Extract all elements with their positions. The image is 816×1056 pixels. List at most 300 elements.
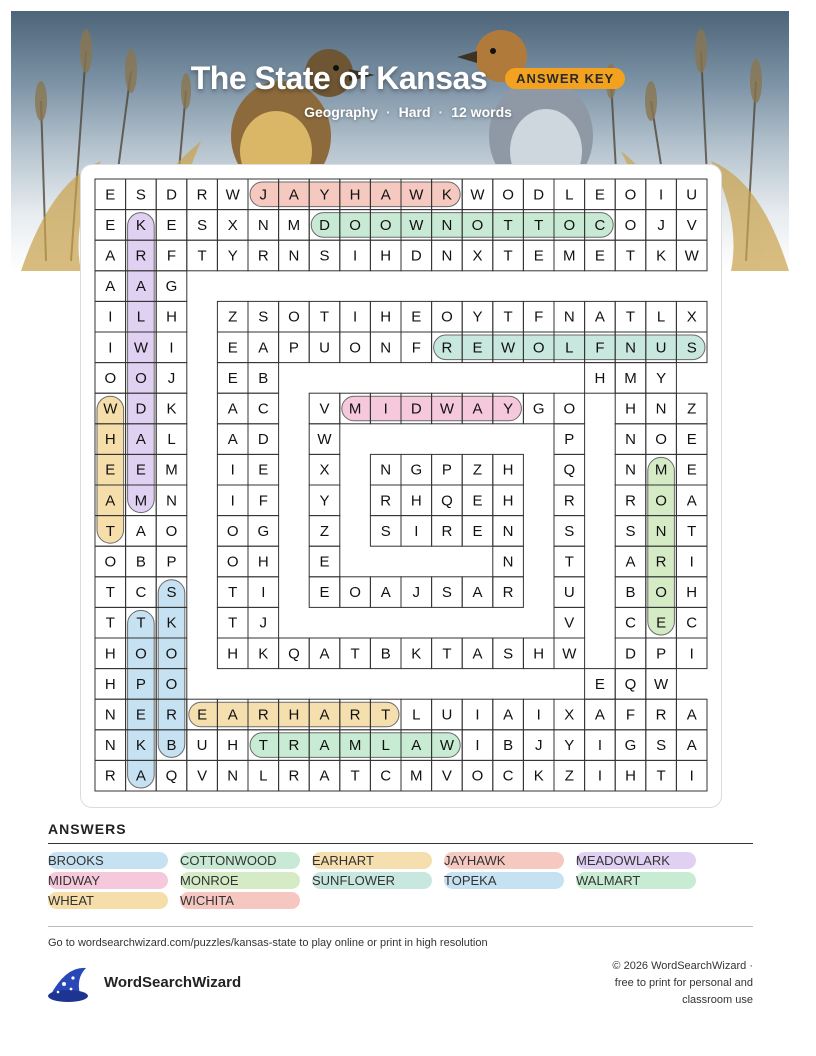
grid-letter: A	[594, 706, 605, 724]
grid-letter: M	[654, 461, 668, 479]
answer-word	[48, 852, 168, 869]
grid-letter: Q	[288, 645, 300, 663]
grid-letter: G	[532, 400, 545, 418]
grid-letter: E	[166, 216, 177, 234]
grid-letter: J	[259, 614, 268, 632]
grid-letter: Q	[441, 492, 453, 510]
grid-letter: S	[319, 247, 330, 265]
grid-letter: H	[594, 369, 606, 387]
grid-letter: E	[227, 369, 238, 387]
grid-letter: T	[656, 767, 666, 785]
grid-letter: W	[133, 339, 148, 357]
grid-letter: I	[597, 767, 602, 785]
grid-letter: F	[595, 339, 605, 357]
grid-letter: N	[166, 492, 177, 510]
grid-letter: P	[441, 461, 452, 479]
answer-word	[576, 872, 696, 889]
grid-letter: M	[165, 461, 178, 479]
grid-letter: Y	[472, 308, 483, 326]
grid-letter: H	[502, 492, 514, 510]
grid-letter: R	[655, 706, 667, 724]
grid-letter: T	[564, 553, 574, 571]
grid-letter: A	[319, 645, 330, 663]
grid-letter: I	[659, 186, 664, 204]
grid-letter: H	[625, 400, 636, 418]
grid-letter: T	[625, 247, 636, 265]
answer-word-label: COTTONWOOD	[180, 853, 277, 868]
grid-letter: C	[502, 767, 514, 785]
answer-word	[48, 892, 168, 909]
grid-letter: Z	[228, 308, 238, 326]
grid-letter: E	[472, 492, 483, 510]
answer-word-label: EARHART	[312, 853, 374, 868]
grid-letter: A	[135, 278, 146, 296]
grid-letter: T	[350, 645, 360, 663]
answer-word	[312, 852, 432, 869]
grid-letter: A	[135, 767, 146, 785]
grid-letter: I	[475, 737, 480, 755]
grid-letter: O	[135, 369, 147, 387]
grid-letter: N	[655, 400, 667, 418]
grid-letter: B	[166, 737, 177, 755]
grid-letter: E	[135, 461, 146, 479]
grid-letter: O	[226, 553, 239, 571]
grid-letter: T	[687, 522, 697, 540]
grid-letter: I	[230, 461, 235, 479]
grid-letter: P	[564, 431, 575, 449]
difficulty-label: Hard	[398, 104, 431, 120]
grid-letter: M	[287, 216, 301, 234]
grid-letter: U	[196, 737, 208, 755]
grid-letter: L	[259, 767, 268, 785]
grid-letter: I	[230, 492, 235, 510]
answer-word	[312, 872, 432, 889]
grid-letter: H	[625, 767, 636, 785]
grid-letter: O	[349, 584, 361, 602]
grid-letter: W	[439, 737, 454, 755]
grid-letter: F	[625, 706, 636, 724]
grid-letter: N	[257, 216, 269, 234]
grid-letter: F	[411, 339, 421, 357]
grid-letter: R	[288, 767, 300, 785]
grid-letter: Q	[563, 461, 576, 479]
answers-divider	[48, 843, 753, 844]
grid-letter: O	[165, 645, 178, 663]
grid-letter: G	[257, 522, 270, 540]
grid-letter: C	[594, 216, 606, 234]
grid-letter: O	[349, 339, 361, 357]
grid-letter: I	[689, 553, 694, 571]
grid-letter: W	[409, 186, 424, 204]
answer-key-badge: ANSWER KEY	[505, 68, 625, 89]
grid-letter: H	[227, 645, 239, 663]
answer-word-label: WICHITA	[180, 893, 234, 908]
grid-letter: S	[135, 186, 146, 204]
grid-letter: I	[475, 706, 480, 724]
grid-letter: A	[319, 737, 330, 755]
grid-letter: D	[533, 186, 545, 204]
grid-letter: A	[472, 584, 483, 602]
answer-word	[180, 892, 300, 909]
grid-letter: L	[565, 339, 574, 357]
grid-letter: M	[563, 247, 576, 265]
grid-letter: F	[258, 492, 268, 510]
grid-letter: R	[441, 522, 453, 540]
grid-letter: O	[502, 186, 514, 204]
grid-letter: R	[502, 584, 514, 602]
grid-letter: E	[533, 247, 544, 265]
grid-letter: I	[353, 247, 358, 265]
grid-letter: T	[442, 645, 452, 663]
grid-letter: J	[657, 216, 665, 234]
grid-letter: D	[319, 216, 330, 234]
grid-letter: C	[686, 614, 698, 632]
grid-letter: T	[503, 216, 513, 234]
grid-letter: H	[288, 706, 300, 724]
answers-heading: ANSWERS	[48, 821, 127, 837]
grid-letter: S	[656, 737, 667, 755]
grid-letter: O	[441, 308, 453, 326]
grid-letter: T	[228, 614, 238, 632]
grid-letter: W	[103, 400, 118, 418]
grid-letter: X	[319, 461, 330, 479]
grid-letter: I	[689, 767, 694, 785]
grid-letter: E	[319, 553, 330, 571]
grid-letter: Y	[227, 247, 238, 265]
grid-letter: F	[534, 308, 544, 326]
grid-letter: H	[410, 492, 422, 510]
grid-letter: H	[227, 737, 239, 755]
grid-letter: W	[439, 400, 454, 418]
grid-letter: Q	[165, 767, 178, 785]
grid-letter: U	[441, 706, 453, 724]
grid-letter: T	[350, 767, 360, 785]
grid-letter: A	[686, 706, 697, 724]
answer-word-label: WHEAT	[48, 893, 94, 908]
grid-letter: L	[167, 431, 176, 449]
grid-letter: R	[196, 186, 208, 204]
grid-letter: O	[471, 216, 484, 234]
grid-letter: R	[257, 247, 269, 265]
grid-letter: N	[441, 247, 453, 265]
footer-divider	[48, 926, 753, 927]
grid-letter: P	[135, 675, 146, 693]
grid-letter: A	[380, 186, 391, 204]
grid-letter: K	[258, 645, 269, 663]
grid-letter: T	[197, 247, 207, 265]
answer-word-label: MIDWAY	[48, 873, 100, 888]
grid-letter: K	[135, 216, 146, 234]
grid-letter: E	[227, 339, 238, 357]
grid-letter: A	[105, 247, 116, 265]
grid-letter: T	[258, 737, 268, 755]
grid-letter: Y	[656, 369, 667, 387]
grid-letter: S	[564, 522, 575, 540]
grid-letter: V	[441, 767, 452, 785]
answer-word	[444, 872, 564, 889]
grid-letter: E	[411, 308, 422, 326]
grid-letter: O	[165, 522, 178, 540]
grid-letter: D	[257, 431, 269, 449]
grid-letter: I	[353, 308, 358, 326]
grid-letter: N	[380, 339, 392, 357]
grid-letter: T	[105, 584, 115, 602]
grid-letter: G	[165, 278, 178, 296]
grid-letter: K	[533, 767, 544, 785]
grid-letter: C	[625, 614, 636, 632]
grid-letter: H	[533, 645, 545, 663]
grid-letter: U	[686, 186, 698, 204]
grid-letter: J	[259, 186, 268, 204]
grid-letter: N	[380, 461, 392, 479]
grid-letter: F	[166, 247, 177, 265]
grid-letter: K	[166, 400, 177, 418]
grid-letter: N	[625, 461, 636, 479]
grid-letter: C	[380, 767, 392, 785]
grid-letter: T	[503, 247, 513, 265]
answer-word-label: WALMART	[576, 873, 641, 888]
meta-separator: ·	[385, 104, 391, 120]
grid-letter: J	[167, 369, 176, 387]
grid-letter: N	[502, 522, 514, 540]
grid-letter: W	[470, 186, 485, 204]
grid-letter: T	[319, 308, 330, 326]
grid-letter: X	[227, 216, 238, 234]
grid-letter: H	[104, 675, 116, 693]
grid-letter: A	[135, 431, 146, 449]
grid-letter: H	[104, 645, 116, 663]
grid-letter: S	[380, 522, 391, 540]
grid-letter: P	[288, 339, 299, 357]
grid-letter: O	[532, 339, 545, 357]
grid-letter: A	[411, 737, 422, 755]
grid-letter: G	[624, 737, 637, 755]
grid-letter: L	[565, 186, 574, 204]
grid-letter: E	[135, 706, 146, 724]
category-label: Geography	[304, 104, 378, 120]
grid-letter: D	[135, 400, 147, 418]
grid-letter: R	[349, 706, 361, 724]
copyright-line: © 2026 WordSearchWizard ·	[612, 960, 753, 972]
grid-letter: E	[105, 461, 116, 479]
grid-letter: B	[380, 645, 391, 663]
grid-letter: O	[288, 308, 300, 326]
answer-word	[180, 852, 300, 869]
grid-letter: T	[228, 584, 238, 602]
grid-letter: R	[166, 706, 177, 724]
grid-letter: A	[135, 522, 146, 540]
grid-letter: O	[563, 216, 576, 234]
grid-letter: P	[656, 645, 667, 663]
meta-separator: ·	[438, 104, 444, 120]
grid-letter: R	[257, 706, 269, 724]
grid-letter: K	[166, 614, 177, 632]
grid-letter: H	[380, 247, 392, 265]
grid-letter: B	[258, 369, 269, 387]
grid-letter: O	[471, 767, 484, 785]
grid-letter: I	[108, 339, 113, 357]
grid-letter: I	[689, 645, 694, 663]
grid-letter: G	[410, 461, 423, 479]
grid-letter: R	[288, 737, 300, 755]
grid-letter: O	[135, 645, 147, 663]
grid-letter: A	[288, 186, 299, 204]
grid-letter: I	[383, 400, 388, 418]
grid-letter: Z	[319, 522, 330, 540]
grid-letter: A	[105, 278, 116, 296]
grid-letter: N	[625, 339, 636, 357]
grid-letter: W	[409, 216, 424, 234]
grid-letter: X	[564, 706, 575, 724]
grid-letter: T	[381, 706, 391, 724]
answer-word-label: SUNFLOWER	[312, 873, 396, 888]
grid-letter: S	[441, 584, 452, 602]
grid-letter: M	[134, 492, 148, 510]
grid-letter: A	[686, 737, 697, 755]
grid-letter: X	[472, 247, 483, 265]
grid-letter: Y	[319, 186, 330, 204]
grid-letter: A	[594, 308, 605, 326]
grid-letter: A	[472, 400, 483, 418]
copyright-line: classroom use	[682, 994, 753, 1006]
grid-letter: O	[226, 522, 239, 540]
grid-letter: O	[104, 369, 117, 387]
grid-letter: E	[686, 461, 697, 479]
grid-letter: O	[655, 492, 667, 510]
grid-letter: U	[319, 339, 330, 357]
copyright-text	[583, 958, 753, 1009]
grid-letter: W	[225, 186, 240, 204]
grid-letter: L	[412, 706, 421, 724]
word-count-label: 12 words	[451, 104, 512, 120]
grid-letter: E	[105, 186, 116, 204]
grid-letter: Y	[319, 492, 330, 510]
grid-letter: E	[472, 522, 483, 540]
answer-word	[444, 852, 564, 869]
grid-letter: A	[105, 492, 116, 510]
grid-letter: H	[349, 186, 361, 204]
grid-letter: H	[166, 308, 177, 326]
grid-letter: N	[563, 308, 575, 326]
grid-letter: O	[655, 584, 667, 602]
grid-letter: E	[594, 675, 605, 693]
grid-letter: T	[136, 614, 146, 632]
grid-letter: N	[502, 553, 514, 571]
grid-letter: I	[108, 308, 113, 326]
grid-letter: M	[410, 767, 423, 785]
wizard-hat-icon	[46, 964, 92, 1009]
grid-letter: A	[319, 767, 330, 785]
grid-letter: T	[534, 216, 544, 234]
grid-letter: N	[227, 767, 239, 785]
grid-letter: A	[686, 492, 697, 510]
grid-letter: B	[135, 553, 146, 571]
grid-letter: O	[563, 400, 576, 418]
grid-letter: K	[411, 645, 422, 663]
grid-letter: K	[656, 247, 667, 265]
grid-letter: N	[655, 522, 667, 540]
grid-letter: A	[380, 584, 391, 602]
grid-letter: K	[441, 186, 452, 204]
grid-letter: N	[104, 737, 116, 755]
grid-letter: Z	[564, 767, 574, 785]
footer-url-text: Go to wordsearchwizard.com/puzzles/kansas-state to play online or print in high resolution	[48, 937, 488, 949]
grid-letter: V	[197, 767, 208, 785]
grid-letter: U	[655, 339, 667, 357]
grid-letter: W	[654, 675, 669, 693]
grid-letter: P	[166, 553, 177, 571]
grid-letter: Y	[564, 737, 575, 755]
grid-letter: H	[686, 584, 698, 602]
grid-letter: E	[105, 216, 116, 234]
grid-letter: K	[135, 737, 146, 755]
grid-letter: R	[135, 247, 147, 265]
grid-letter: C	[257, 400, 269, 418]
grid-letter: B	[625, 584, 636, 602]
grid-letter: D	[166, 186, 177, 204]
grid-letter: W	[501, 339, 516, 357]
grid-letter: R	[441, 339, 453, 357]
grid-letter: S	[625, 522, 636, 540]
grid-letter: N	[441, 216, 453, 234]
grid-letter: M	[348, 737, 362, 755]
grid-letter: B	[503, 737, 514, 755]
grid-letter: N	[288, 247, 300, 265]
answer-word-label: BROOKS	[48, 853, 104, 868]
grid-letter: O	[655, 431, 667, 449]
grid-letter: E	[258, 461, 269, 479]
grid-letter: I	[536, 706, 541, 724]
grid-letter: Y	[503, 400, 514, 418]
grid-letter: A	[472, 645, 483, 663]
grid-letter: L	[656, 308, 666, 326]
grid-letter: L	[136, 308, 146, 326]
grid-letter: H	[380, 308, 392, 326]
grid-letter: A	[227, 706, 238, 724]
grid-letter: O	[165, 675, 178, 693]
grid-letter: M	[624, 369, 637, 387]
grid-letter: S	[503, 645, 514, 663]
grid-letter: E	[319, 584, 330, 602]
grid-letter: A	[503, 706, 514, 724]
grid-letter: W	[684, 247, 699, 265]
grid-letter: W	[562, 645, 577, 663]
grid-letter: E	[594, 186, 605, 204]
grid-letter: A	[258, 339, 269, 357]
grid-letter: U	[563, 584, 575, 602]
grid-letter: T	[105, 614, 115, 632]
grid-letter: A	[227, 400, 238, 418]
answer-word-label: JAYHAWK	[444, 853, 506, 868]
page-title: The State of Kansas	[190, 60, 488, 96]
grid-letter: O	[379, 216, 392, 234]
grid-letter: H	[257, 553, 269, 571]
grid-letter: J	[412, 584, 421, 602]
grid-letter: D	[410, 400, 422, 418]
grid-letter: I	[261, 584, 266, 602]
answer-word	[180, 872, 300, 889]
grid-letter: S	[197, 216, 208, 234]
answer-word	[576, 852, 696, 869]
grid-letter: M	[348, 400, 362, 418]
answer-word-label: MONROE	[180, 873, 239, 888]
grid-letter: R	[380, 492, 392, 510]
grid-letter: A	[625, 553, 636, 571]
grid-letter: E	[594, 247, 605, 265]
grid-letter: I	[414, 522, 419, 540]
grid-letter: E	[197, 706, 208, 724]
grid-letter: O	[104, 553, 117, 571]
